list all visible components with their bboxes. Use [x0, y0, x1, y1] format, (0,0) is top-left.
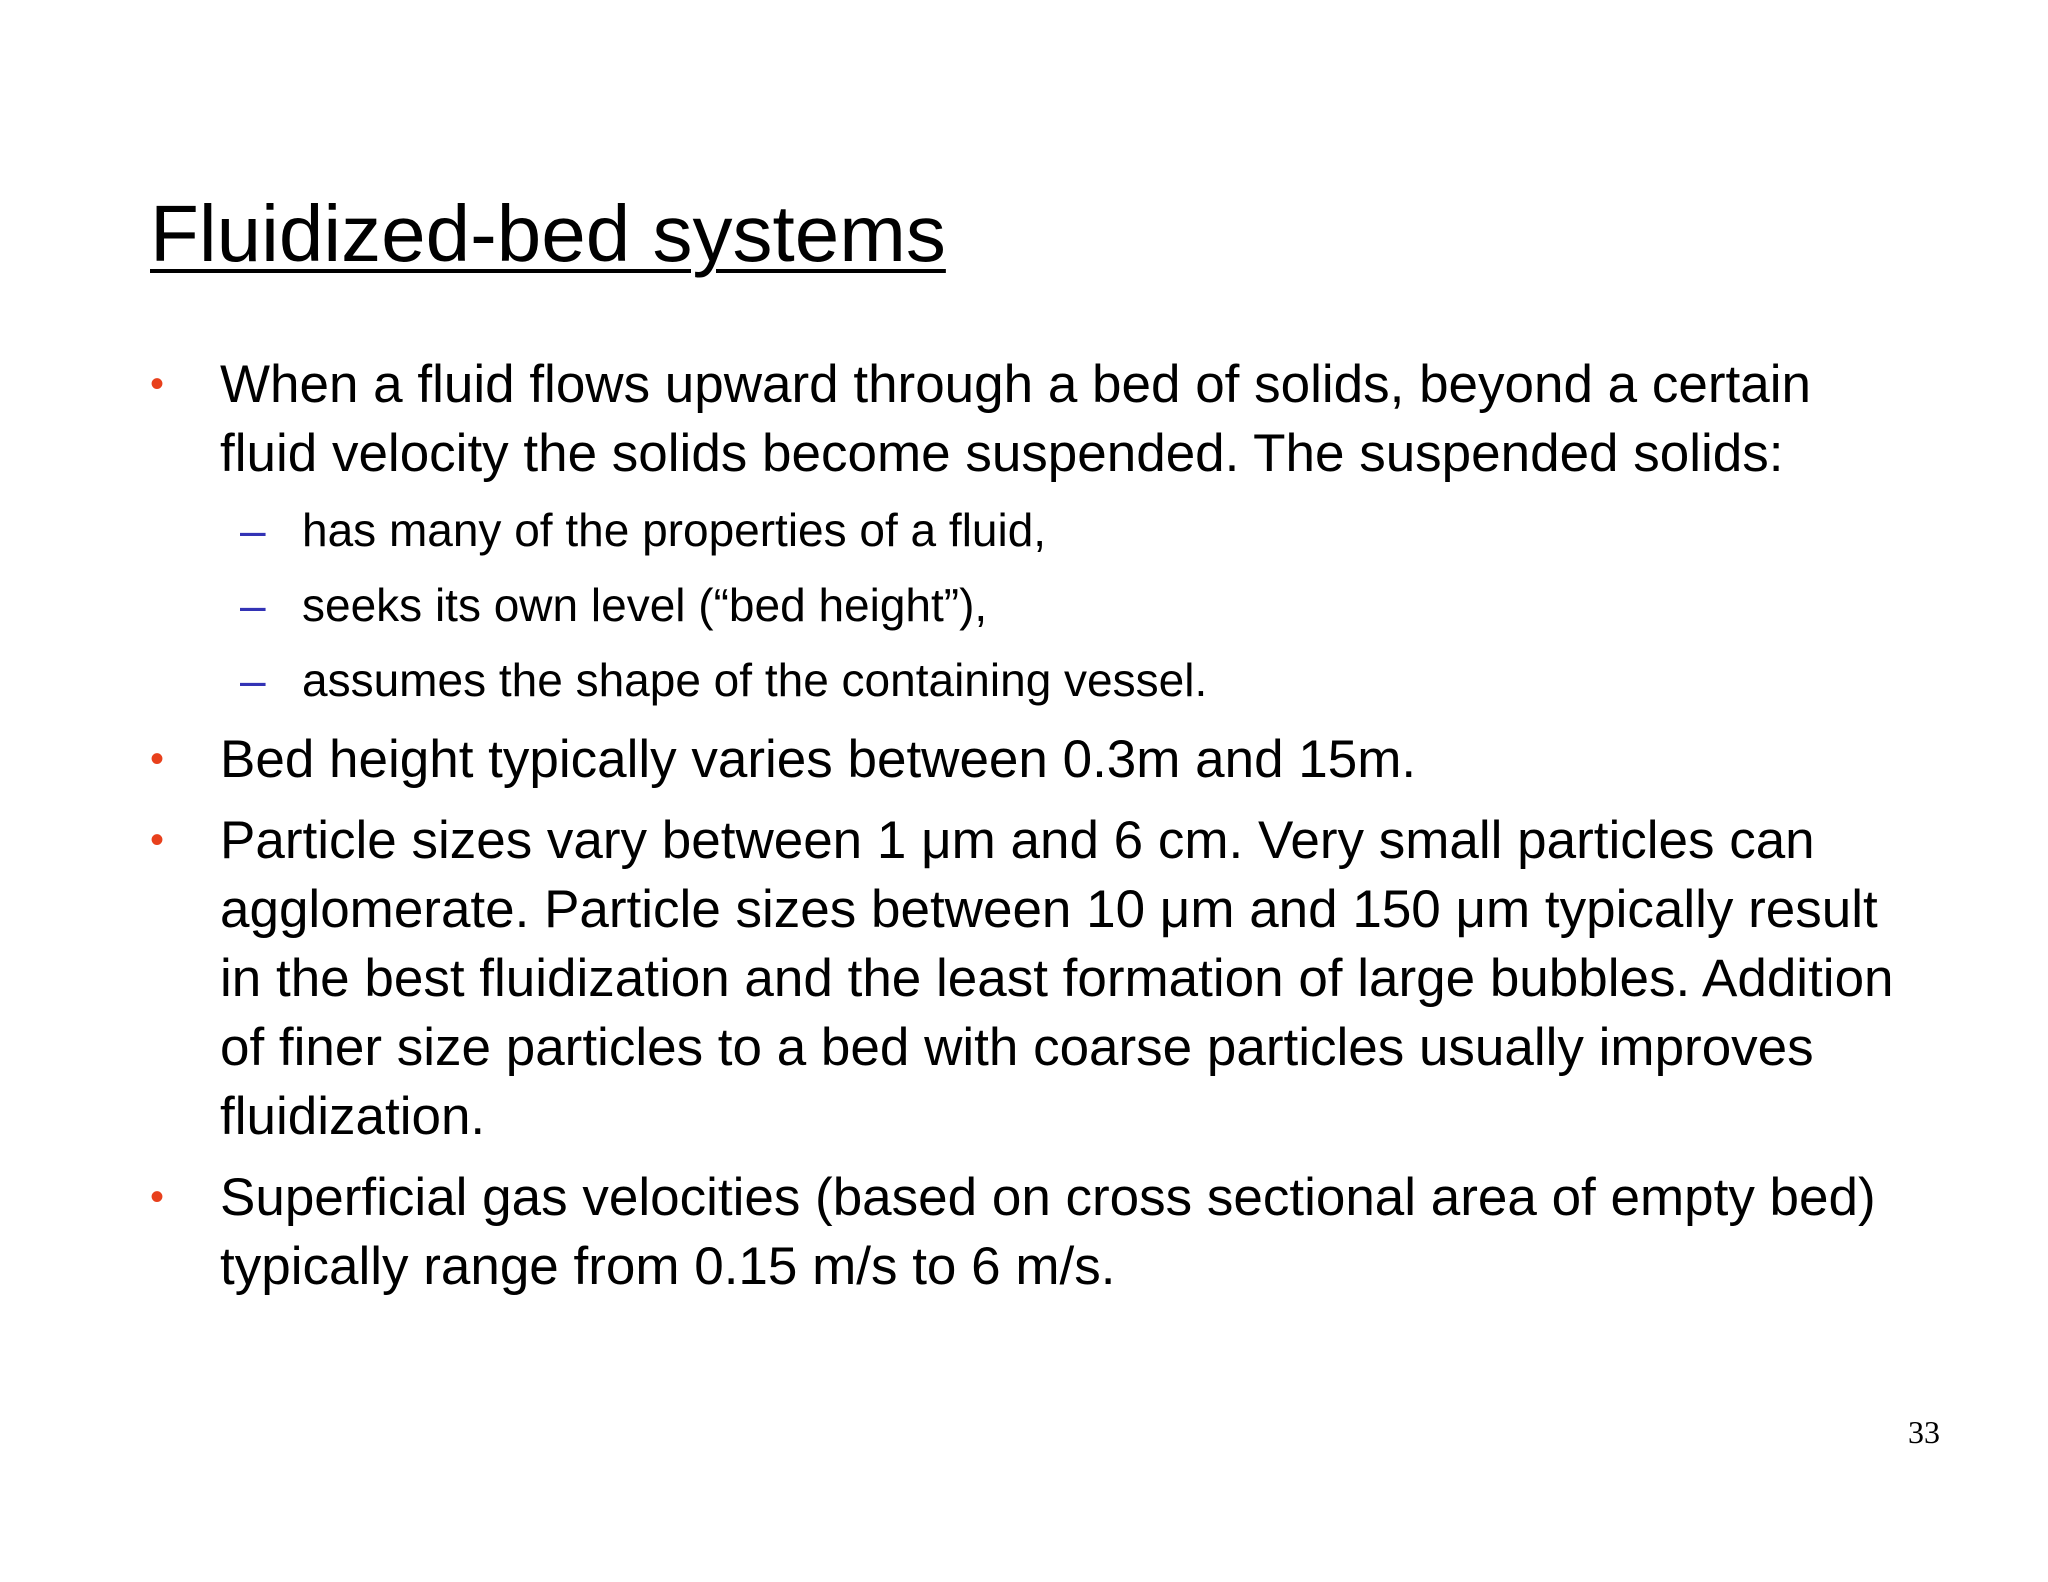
bullet-text: Particle sizes vary between 1 μm and 6 cm. Very small particles can agglomerate. Particle sizes between 10 μm and 150 μm typically result in the best fluidization and the least formation of large bubbles. Addition of finer size particles to a bed with coarse particles usually improves fluidization.	[220, 811, 1894, 1146]
bullet-marker: •	[150, 362, 165, 406]
page-number: 33	[1908, 1414, 1940, 1450]
slide-title: Fluidized-bed systems	[150, 189, 946, 278]
sub-item	[150, 575, 1910, 635]
sub-list	[150, 500, 1910, 710]
sub-text: has many of the properties of a fluid,	[302, 504, 1047, 556]
sub-text: assumes the shape of the containing vessel.	[302, 654, 1208, 706]
sub-item	[150, 500, 1910, 560]
bullet-text: Bed height typically varies between 0.3m and 15m.	[220, 730, 1417, 789]
bullet-marker: •	[150, 1175, 165, 1219]
bullet-text: When a fluid flows upward through a bed of solids, beyond a certain fluid velocity the solids become suspended. The suspended solids:	[220, 355, 1811, 483]
sub-marker: –	[240, 579, 266, 631]
bullet-marker: •	[150, 737, 165, 781]
bullet-marker: •	[150, 818, 165, 862]
slide-body	[150, 350, 1910, 1313]
bullet-text: Superficial gas velocities (based on cross sectional area of empty bed) typically range from 0.15 m/s to 6 m/s.	[220, 1168, 1876, 1296]
sub-item	[150, 650, 1910, 710]
sub-marker: –	[240, 654, 266, 706]
bullet-item	[150, 1163, 1910, 1301]
bullet-item	[150, 350, 1910, 488]
sub-marker: –	[240, 504, 266, 556]
bullet-item	[150, 806, 1910, 1151]
bullet-item	[150, 725, 1910, 794]
sub-text: seeks its own level (“bed height”),	[302, 579, 988, 631]
